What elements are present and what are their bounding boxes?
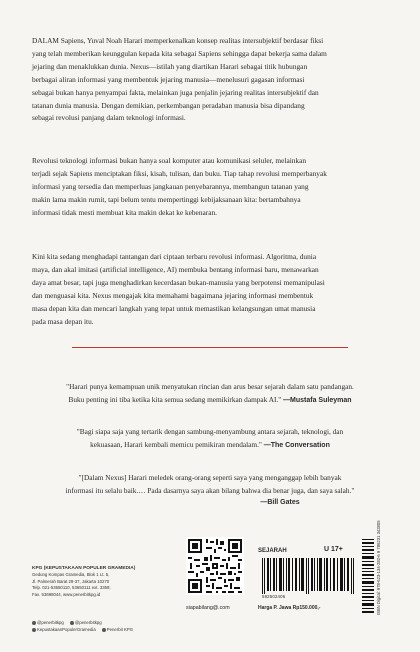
publisher-address-line: Telp. 021-53650110, 53650111 ext. 3359; bbox=[32, 585, 111, 591]
quote-line: "Harari punya kemampuan unik menyatukan rincian dan arus besar sejarah dalam satu pandangan. bbox=[66, 382, 354, 391]
synopsis-paragraph-2 bbox=[32, 155, 388, 220]
quote-line: "[Dalam Nexus] Harari meledek orang-orang seperti saya yang menganggap lebih banyak bbox=[78, 473, 342, 482]
blurb-quote-gates bbox=[32, 472, 388, 510]
social-handle bbox=[32, 620, 64, 625]
synopsis-line: sebagai bukan hanya penyampai fakta, melainkan juga penjalin jejaring realitas intersubjektif dan bbox=[32, 87, 319, 97]
synopsis-line: Kini kita sedang menghadapi tantangan dari ciptaan terbaru revolusi informasi. Algoritma, dunia bbox=[32, 252, 317, 261]
age-rating: U 17+ bbox=[324, 546, 343, 553]
quote-attribution: —Mustafa Suleyman bbox=[283, 396, 352, 404]
publisher-address-line: Fax. 53698044, www.penerbitkpg.id bbox=[32, 591, 101, 597]
barcode-icon bbox=[260, 558, 356, 594]
qr-caption: siapabilang@.com bbox=[186, 605, 230, 611]
synopsis-line: maya, dan akal imitasi (artificial intelligence, AI) membuka bentang informasi baru, menawarkan bbox=[32, 264, 319, 274]
publisher-social-links-2 bbox=[32, 627, 192, 632]
facebook-icon bbox=[32, 628, 36, 632]
isbn-barcode-icon bbox=[362, 537, 374, 615]
genre-label: SEJARAH bbox=[258, 548, 287, 554]
quote-text: Buku penting ini tiba ketika kita semua sedang memikirkan dampak AI." bbox=[68, 394, 282, 404]
social-handle-text: @penerbitkpg bbox=[74, 620, 102, 625]
synopsis-line: dan menguasai kita. Nexus mengajak kita memahami bagaimana jejaring informasi membentuk bbox=[32, 290, 314, 300]
blurb-quote-conversation bbox=[32, 426, 388, 452]
social-handle-text: Penerbit KPG bbox=[106, 627, 134, 632]
social-handle-text: @penerbitkpg bbox=[37, 620, 64, 625]
synopsis-paragraph-3 bbox=[32, 251, 388, 328]
publisher-block bbox=[32, 566, 182, 598]
synopsis-line: informasi yang tersedia dan memperluas jangkauan penyebarannya, membangun tatanan yang bbox=[32, 181, 309, 191]
publisher-address-line: Jl. Palmerah Barat 29-37, Jakarta 10270 bbox=[32, 578, 110, 584]
twitter-icon bbox=[70, 621, 74, 625]
quote-line: informasi itu selalu baik.… Pada dasarnya saya akan bilang bahwa dia benar juga, dan saya salah." bbox=[65, 485, 355, 495]
social-handle bbox=[102, 627, 133, 632]
quote-line bbox=[32, 394, 388, 408]
quote-attribution: —The Conversation bbox=[263, 441, 330, 449]
synopsis-line: tatanan dunia manusia. Dengan demikian, perkembangan peradaban manusia bisa dipandang bbox=[32, 100, 305, 110]
synopsis-line: masa depan kita dan mencari langkah yang tepat untuk memastikan kelangsungan umat manusia bbox=[32, 303, 316, 313]
price-label bbox=[258, 605, 320, 611]
price-region: Harga P. Jawa bbox=[258, 605, 292, 611]
publisher-name: KPG (KEPUSTAKAAN POPULER GRAMEDIA) bbox=[32, 566, 136, 571]
price-value: Rp150.000,- bbox=[292, 605, 321, 611]
quote-attribution: —Bill Gates bbox=[260, 499, 300, 507]
isbn-digital: ISBN Digital: 978-623-134-282-6 bbox=[376, 554, 381, 615]
synopsis-line: pada masa depan itu. bbox=[32, 316, 94, 326]
instagram-icon bbox=[32, 621, 36, 625]
section-divider bbox=[72, 347, 348, 348]
social-handle-text: KepustakaanPopulerGramedia bbox=[37, 627, 96, 632]
quote-line: "Bagi siapa saja yang tertarik dengan sambung-menyambung antara sejarah, teknologi, dan bbox=[76, 427, 344, 436]
social-handle bbox=[70, 620, 102, 625]
quote-line bbox=[32, 439, 388, 453]
isbn-text bbox=[376, 520, 386, 615]
synopsis-line: jejaring dan menaklukkan dunia. Nexus—istilah yang diartikan Harari sebagai titik hubungan bbox=[32, 61, 308, 71]
synopsis-line: DALAM Sapiens, Yuval Noah Harari memperkenalkan konsep realitas intersubjektif berdasar fiksi bbox=[32, 36, 324, 45]
publisher-address-line: Gedung Kompas Gramedia, Blok 1 Lt. 5, bbox=[32, 572, 110, 578]
isbn-block bbox=[362, 520, 388, 615]
synopsis-line: daya amat besar, tapi juga menghadirkan kecerdasan bukan-manusia yang berpotensi memanipulasi bbox=[32, 277, 325, 287]
qr-code-icon bbox=[186, 537, 244, 595]
synopsis-line: makin lama makin rumit, tapi belum tentu mempertinggi kebijaksanaan kita: bertambahnya bbox=[32, 194, 301, 204]
social-handle bbox=[32, 627, 96, 632]
synopsis-line: informasi tidak mesti membuat kita makin dekat ke kebenaran. bbox=[32, 207, 217, 217]
synopsis-line: Revolusi teknologi informasi bukan hanya soal komputer atau komunikasi seluler, melainkan bbox=[32, 156, 307, 165]
barcode-number-main: 592502406 bbox=[262, 594, 286, 599]
publisher-social-links bbox=[32, 620, 192, 625]
synopsis-paragraph-1 bbox=[32, 35, 388, 125]
synopsis-line: yang telah memberikan keunggulan kepada kita sebagai Sapiens sehingga dapat bekerja sama dalam bbox=[32, 48, 327, 58]
web-icon bbox=[102, 628, 106, 632]
blurb-quote-suleyman bbox=[32, 381, 388, 407]
synopsis-line: sebagai revolusi panjang dalam teknologi informasi. bbox=[32, 113, 186, 123]
barcode-number bbox=[262, 594, 358, 599]
quote-text: kekuasaan, Harari kembali memicu pemikiran mendalam." bbox=[90, 439, 262, 449]
synopsis-line: terjadi sejak Sapiens menciptakan fiksi, kisah, tulisan, dan buku. Tiap tahap revolusi memperbanyak bbox=[32, 168, 327, 178]
synopsis-line: berbagai aliran informasi yang membentuk jejaring manusia—menelusuri gagasan informasi bbox=[32, 74, 305, 84]
isbn-barcode-sub: 9 786231 342805 bbox=[376, 520, 381, 554]
